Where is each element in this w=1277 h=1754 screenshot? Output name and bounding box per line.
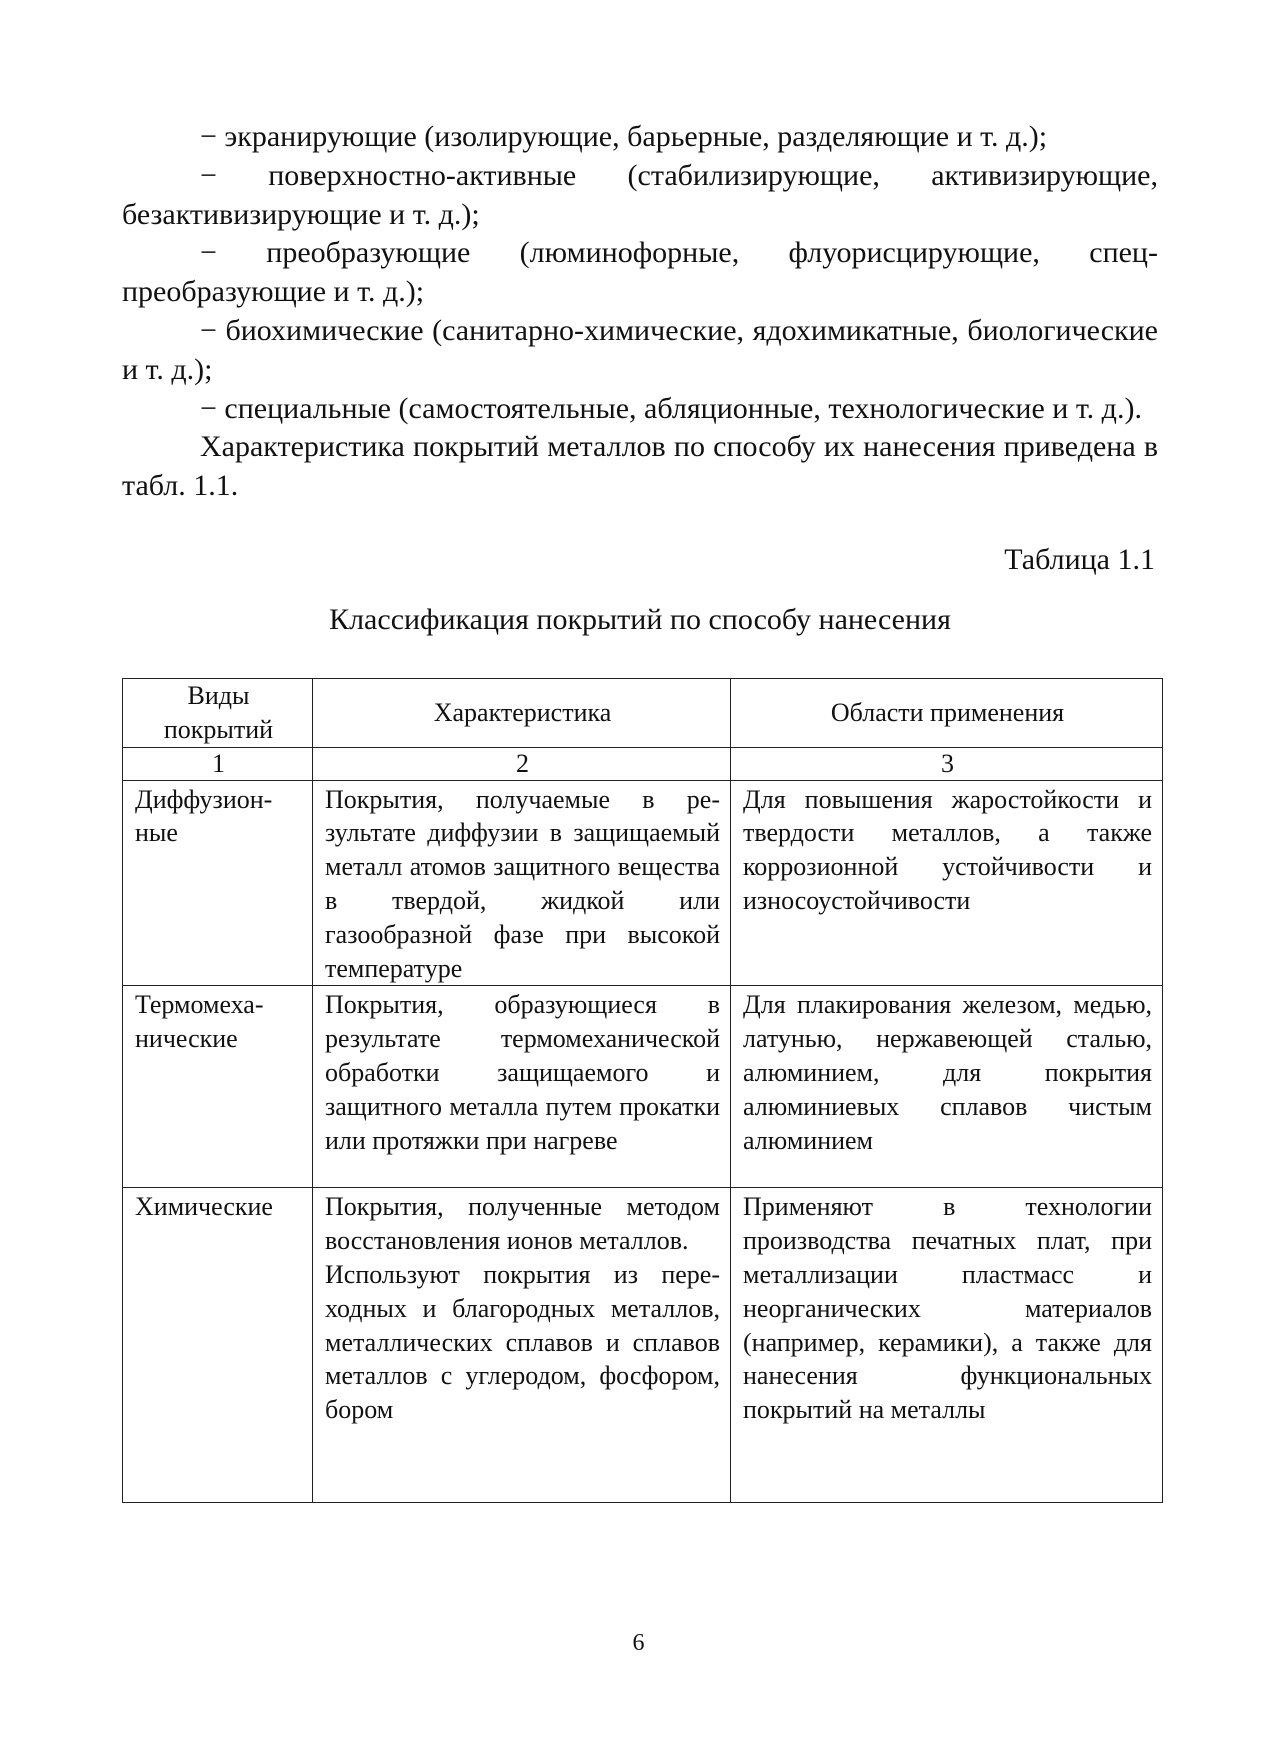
table-row <box>123 1188 1163 1503</box>
column-number: 2 <box>313 747 731 780</box>
list-item-biochemical: − биохимические (санитарно-химические, ядохимикатные, биологические и т. д.); <box>122 313 1158 386</box>
cell-characteristic: Покрытия, образующиеся в результате термомеханической обработки защищаемого и защитного металла путем прокатки или протяжки при нагреве <box>313 986 731 1188</box>
cell-characteristic <box>313 1188 731 1503</box>
table-column-numbers-row <box>123 747 1163 780</box>
table-header-row <box>123 679 1163 748</box>
classification-table <box>122 678 1163 1503</box>
header-characteristic: Характеристика <box>313 679 731 748</box>
cell-application: Для повышения жаростойкости и твердости металлов, а также коррозионной устойчивости и износоустойчивости <box>731 780 1163 986</box>
header-kinds: Виды покрытий <box>123 679 313 748</box>
table-label: Таблица 1.1 <box>1004 543 1155 576</box>
cell-application: Для плакирования железом, медью, латунью, нержавеющей сталью, алюминием, для покрытия алюминиевых сплавов чистым алюминием <box>731 986 1163 1188</box>
column-number: 3 <box>731 747 1163 780</box>
cell-kind: Термомеханические <box>123 986 313 1188</box>
list-item-special: − специальные (самостоятельные, абляционные, технологические и т. д.). <box>200 391 1142 425</box>
cell-characteristic-part-2: Используют покрытия из переходных и благородных металлов, металлических сплавов и сплавов металлов с углеродом, фосфором, бором <box>325 1259 720 1425</box>
cell-kind: Химические <box>123 1188 313 1503</box>
table-title: Классификация покрытий по способу нанесения <box>329 603 951 636</box>
body-text <box>122 118 1158 506</box>
list-item-transforming: − преобразующие (люминофорные, флуорисцирующие, спецпреобразующие и т. д.); <box>122 236 1158 309</box>
cell-characteristic-part-1: Покрытия, полученные методом восстановления ионов металлов. <box>325 1192 720 1256</box>
cell-kind: Диффузионные <box>123 780 313 986</box>
table-row <box>123 986 1163 1188</box>
cell-characteristic: Покрытия, получаемые в результате диффузии в защищаемый металл атомов защитного вещества в твердой, жидкой или газообразной фазе при высокой температуре <box>313 780 731 986</box>
page-number: 6 <box>632 1630 645 1656</box>
intro-paragraph: Характеристика покрытий металлов по способу их нанесения приведена в табл. 1.1. <box>122 430 1158 503</box>
column-number: 1 <box>123 747 313 780</box>
list-item-screening: − экранирующие (изолирующие, барьерные, разделяющие и т. д.); <box>200 120 1048 153</box>
list-item-surface-active: − поверхностно-активные (стабилизирующие, активизирующие, безактивизирующие и т. д.); <box>122 158 1158 231</box>
cell-application: Применяют в технологии производства печатных плат, при металлизации пластмасс и неорганических материалов (например, керамики), а также для нанесения функциональных покрытий на металлы <box>731 1188 1163 1503</box>
table-row <box>123 780 1163 986</box>
header-application: Области применения <box>731 679 1163 748</box>
